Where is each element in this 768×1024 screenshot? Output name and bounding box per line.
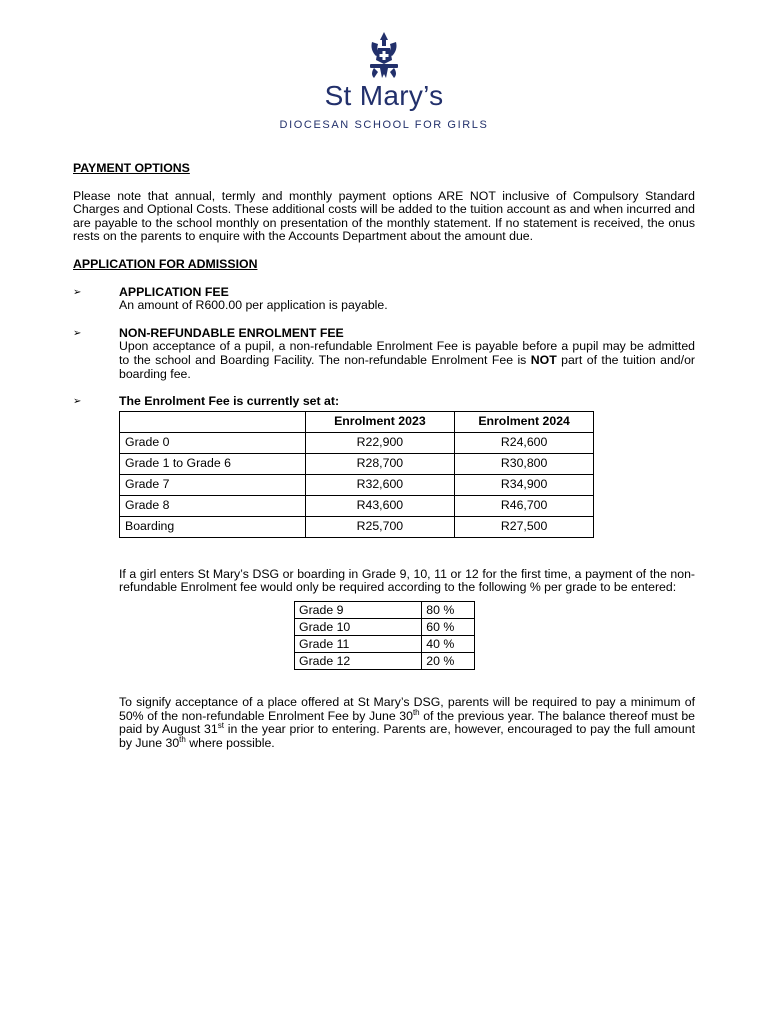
fee-table-intro-item xyxy=(73,395,695,409)
fee-2024-cell: R30,800 xyxy=(455,453,594,474)
grade-cell: Grade 11 xyxy=(295,635,422,652)
grade-cell: Grade 9 xyxy=(295,601,422,618)
table-row xyxy=(120,474,594,495)
payment-options-heading: PAYMENT OPTIONS xyxy=(73,161,190,175)
document-body xyxy=(73,162,695,750)
school-subtitle: DIOCESAN SCHOOL FOR GIRLS xyxy=(279,119,489,131)
percentage-cell: 60 % xyxy=(422,618,475,635)
fee-2024-cell: R34,900 xyxy=(455,474,594,495)
table-row xyxy=(295,635,475,652)
table-row xyxy=(120,516,594,537)
fee-2024-cell: R46,700 xyxy=(455,495,594,516)
enrolment-fee-title: NON-REFUNDABLE ENROLMENT FEE xyxy=(119,325,344,340)
admission-heading: APPLICATION FOR ADMISSION xyxy=(73,256,258,271)
percentage-cell: 20 % xyxy=(422,652,475,669)
acceptance-paragraph: To signify acceptance of a place offered at St Mary’s DSG, parents will be required to pay a minimum of 50% of the non-refundable Enrolment Fee by June 30th of the previous year. The balance thereof must be paid by August 31st in the year prior to entering. Parents are, however, encouraged to pay the full amount by June 30th where possible. xyxy=(119,694,696,750)
enrolment-fee-text: Upon acceptance of a pupil, a non-refundable Enrolment Fee is payable before a pupil may be admitted to the school and Boarding Facility. The non-refundable Enrolment Fee is NOT part of the tuition and/or boarding fee. xyxy=(119,339,695,381)
grade-cell: Grade 0 xyxy=(120,432,306,453)
school-name: St Mary’s xyxy=(324,80,444,111)
grade-cell: Grade 1 to Grade 6 xyxy=(120,453,306,474)
fee-2024-cell: R24,600 xyxy=(455,432,594,453)
table-row xyxy=(295,618,475,635)
grade-cell: Grade 10 xyxy=(295,618,422,635)
grade-cell: Grade 7 xyxy=(120,474,306,495)
application-fee-title: APPLICATION FEE xyxy=(119,284,229,299)
letterhead xyxy=(0,0,768,140)
application-fee-text: An amount of R600.00 per application is payable. xyxy=(119,298,388,313)
fee-2023-cell: R43,600 xyxy=(305,495,455,516)
payment-options-paragraph: Please note that annual, termly and monthly payment options ARE NOT inclusive of Compulsory Standard Charges and Optional Costs. These additional costs will be added to the tuition account as and when incurred and are payable to the school monthly on presentation of the monthly statement. If no statement is received, the onus rests on the parents to enquire with the Accounts Department about the amount due. xyxy=(73,188,695,244)
table-row xyxy=(120,453,594,474)
table-row xyxy=(120,495,594,516)
arrow-bullet-icon: ➢ xyxy=(73,396,82,408)
fee-2023-cell: R25,700 xyxy=(305,516,455,537)
arrow-bullet-icon: ➢ xyxy=(73,286,82,298)
application-fee-item xyxy=(73,286,695,313)
grade-cell: Boarding xyxy=(120,516,306,537)
fee-2023-cell: R32,600 xyxy=(305,474,455,495)
table-header-cell: Enrolment 2023 xyxy=(305,411,455,432)
arrow-bullet-icon: ➢ xyxy=(73,327,82,339)
grade-cell: Grade 12 xyxy=(295,652,422,669)
fee-2024-cell: R27,500 xyxy=(455,516,594,537)
fee-table-intro: The Enrolment Fee is currently set at: xyxy=(119,394,340,409)
enrolment-fee-item xyxy=(73,327,695,381)
fee-2023-cell: R22,900 xyxy=(305,432,455,453)
school-crest-icon xyxy=(360,30,408,82)
table-row xyxy=(295,652,475,669)
table-header-cell: Enrolment 2024 xyxy=(455,411,594,432)
table-row xyxy=(120,432,594,453)
enrolment-fee-table xyxy=(119,411,594,538)
later-entry-paragraph: If a girl enters St Mary’s DSG or boarding in Grade 9, 10, 11 or 12 for the first time, a payment of the non-refundable Enrolment fee would only be required according to the following % per grade to be entered: xyxy=(119,566,695,595)
percentage-cell: 40 % xyxy=(422,635,475,652)
table-header-row xyxy=(120,411,594,432)
table-row xyxy=(295,601,475,618)
fee-2023-cell: R28,700 xyxy=(305,453,455,474)
grade-cell: Grade 8 xyxy=(120,495,306,516)
table-header-cell xyxy=(120,411,306,432)
grade-percentage-table xyxy=(294,601,475,670)
percentage-cell: 80 % xyxy=(422,601,475,618)
